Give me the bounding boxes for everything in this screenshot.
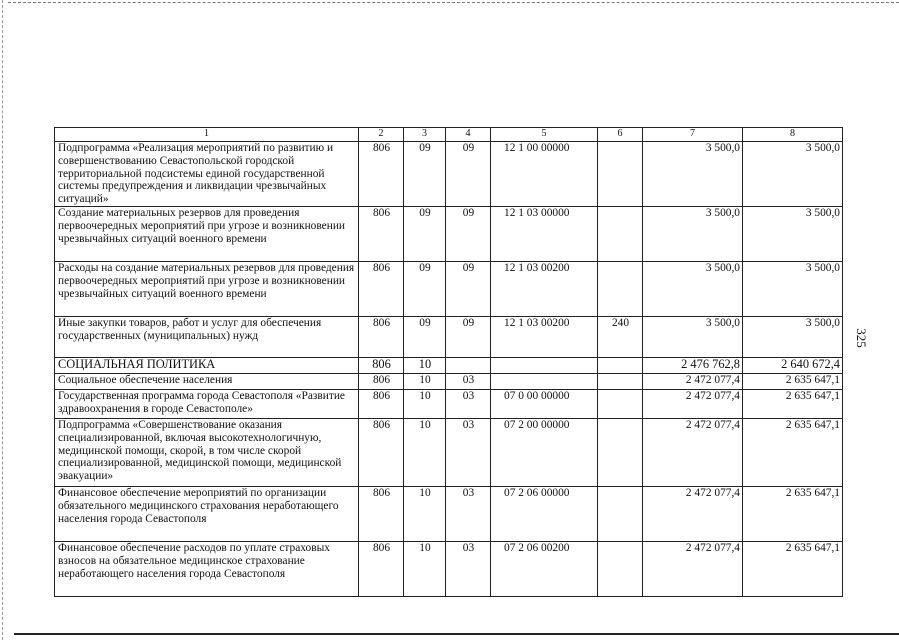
expense-type-cell <box>598 206 643 261</box>
subsection-code-cell: 03 <box>446 389 491 418</box>
scan-edge-top <box>8 2 899 3</box>
amount-col8-cell: 2 635 647,1 <box>743 389 843 418</box>
ministry-code-cell: 806 <box>359 418 404 486</box>
row-name-cell: Иные закупки товаров, работ и услуг для обеспечения государственных (муниципальных) нужд <box>55 316 359 357</box>
target-article-cell <box>491 373 598 389</box>
row-name-cell: Подпрограмма «Совершенствование оказания специализированной, включая высокотехнологичную, медицинской помощи, скорой, в том числе скорой специализированной, медицинской помощи, медицинской эвакуации» <box>55 418 359 486</box>
subsection-code-cell: 03 <box>446 486 491 541</box>
amount-col7-cell: 3 500,0 <box>643 261 743 316</box>
expense-type-cell: 240 <box>598 316 643 357</box>
expense-type-cell <box>598 418 643 486</box>
subsection-code-cell: 03 <box>446 373 491 389</box>
amount-col8-cell: 3 500,0 <box>743 142 843 207</box>
subsection-code-cell: 09 <box>446 316 491 357</box>
target-article-cell: 12 1 00 00000 <box>491 142 598 207</box>
amount-col7-cell: 3 500,0 <box>643 316 743 357</box>
scan-edge-bottom <box>14 633 899 635</box>
expense-type-cell <box>598 261 643 316</box>
expense-type-cell <box>598 142 643 207</box>
expense-type-cell <box>598 373 643 389</box>
section-code-cell: 09 <box>404 142 446 207</box>
ministry-code-cell: 806 <box>359 206 404 261</box>
scan-edge-left <box>2 0 3 640</box>
expense-type-cell <box>598 357 643 373</box>
target-article-cell: 07 2 06 00000 <box>491 486 598 541</box>
amount-col8-cell: 3 500,0 <box>743 206 843 261</box>
table-row <box>55 142 843 207</box>
expense-type-cell <box>598 389 643 418</box>
ministry-code-cell: 806 <box>359 357 404 373</box>
expense-type-cell <box>598 541 643 596</box>
expense-type-cell <box>598 486 643 541</box>
target-article-cell: 07 2 00 00000 <box>491 418 598 486</box>
subsection-code-cell: 09 <box>446 261 491 316</box>
section-code-cell: 09 <box>404 316 446 357</box>
column-header: 1 <box>55 128 359 142</box>
subsection-code-cell: 03 <box>446 541 491 596</box>
row-name-cell: Государственная программа города Севастополя «Развитие здравоохранения в городе Севастополе» <box>55 389 359 418</box>
subsection-code-cell: 03 <box>446 418 491 486</box>
table-row <box>55 357 843 373</box>
amount-col8-cell: 2 635 647,1 <box>743 373 843 389</box>
amount-col8-cell: 3 500,0 <box>743 316 843 357</box>
amount-col7-cell: 3 500,0 <box>643 206 743 261</box>
ministry-code-cell: 806 <box>359 261 404 316</box>
section-code-cell: 10 <box>404 418 446 486</box>
section-code-cell: 09 <box>404 261 446 316</box>
column-header: 8 <box>743 128 843 142</box>
row-name-cell: Социальное обеспечение населения <box>55 373 359 389</box>
table-row <box>55 541 843 596</box>
target-article-cell <box>491 357 598 373</box>
column-header: 2 <box>359 128 404 142</box>
subsection-code-cell <box>446 357 491 373</box>
target-article-cell: 12 1 03 00200 <box>491 316 598 357</box>
section-code-cell: 09 <box>404 206 446 261</box>
section-code-cell: 10 <box>404 373 446 389</box>
ministry-code-cell: 806 <box>359 486 404 541</box>
table-row <box>55 261 843 316</box>
amount-col7-cell: 2 476 762,8 <box>643 357 743 373</box>
amount-col8-cell: 2 635 647,1 <box>743 541 843 596</box>
table-row <box>55 486 843 541</box>
subsection-code-cell: 09 <box>446 142 491 207</box>
section-code-cell: 10 <box>404 357 446 373</box>
target-article-cell: 07 0 00 00000 <box>491 389 598 418</box>
amount-col7-cell: 2 472 077,4 <box>643 418 743 486</box>
column-header: 7 <box>643 128 743 142</box>
table-row <box>55 316 843 357</box>
subsection-code-cell: 09 <box>446 206 491 261</box>
row-name-cell: Финансовое обеспечение мероприятий по организации обязательного медицинского страхования неработающего населения города Севастополя <box>55 486 359 541</box>
table-row <box>55 418 843 486</box>
row-name-cell: СОЦИАЛЬНАЯ ПОЛИТИКА <box>55 357 359 373</box>
column-header: 6 <box>598 128 643 142</box>
ministry-code-cell: 806 <box>359 389 404 418</box>
amount-col8-cell: 2 635 647,1 <box>743 486 843 541</box>
target-article-cell: 12 1 03 00000 <box>491 206 598 261</box>
row-name-cell: Создание материальных резервов для проведения первоочередных мероприятий при угрозе и возникновении чрезвычайных ситуаций военного времени <box>55 206 359 261</box>
ministry-code-cell: 806 <box>359 373 404 389</box>
column-header: 5 <box>491 128 598 142</box>
amount-col7-cell: 2 472 077,4 <box>643 389 743 418</box>
amount-col8-cell: 3 500,0 <box>743 261 843 316</box>
target-article-cell: 12 1 03 00200 <box>491 261 598 316</box>
table-header-row <box>55 128 843 142</box>
section-code-cell: 10 <box>404 541 446 596</box>
ministry-code-cell: 806 <box>359 541 404 596</box>
table-row <box>55 373 843 389</box>
section-code-cell: 10 <box>404 486 446 541</box>
amount-col8-cell: 2 635 647,1 <box>743 418 843 486</box>
row-name-cell: Подпрограмма «Реализация мероприятий по развитию и совершенствованию Севастопольской городской территориальной подсистемы единой государственной системы предупреждения и ликвидации чрезвычайных ситуаций» <box>55 142 359 207</box>
amount-col8-cell: 2 640 672,4 <box>743 357 843 373</box>
row-name-cell: Расходы на создание материальных резервов для проведения первоочередных мероприятий при угрозе и возникновении чрезвычайных ситуаций военного времени <box>55 261 359 316</box>
row-name-cell: Финансовое обеспечение расходов по уплате страховых взносов на обязательное медицинское страхование неработающего населения города Севастополя <box>55 541 359 596</box>
target-article-cell: 07 2 06 00200 <box>491 541 598 596</box>
amount-col7-cell: 2 472 077,4 <box>643 373 743 389</box>
ministry-code-cell: 806 <box>359 316 404 357</box>
section-code-cell: 10 <box>404 389 446 418</box>
amount-col7-cell: 2 472 077,4 <box>643 541 743 596</box>
budget-table <box>54 127 843 597</box>
table-row <box>55 206 843 261</box>
page-number: 325 <box>854 328 869 348</box>
table-row <box>55 389 843 418</box>
column-header: 3 <box>404 128 446 142</box>
amount-col7-cell: 3 500,0 <box>643 142 743 207</box>
column-header: 4 <box>446 128 491 142</box>
amount-col7-cell: 2 472 077,4 <box>643 486 743 541</box>
ministry-code-cell: 806 <box>359 142 404 207</box>
